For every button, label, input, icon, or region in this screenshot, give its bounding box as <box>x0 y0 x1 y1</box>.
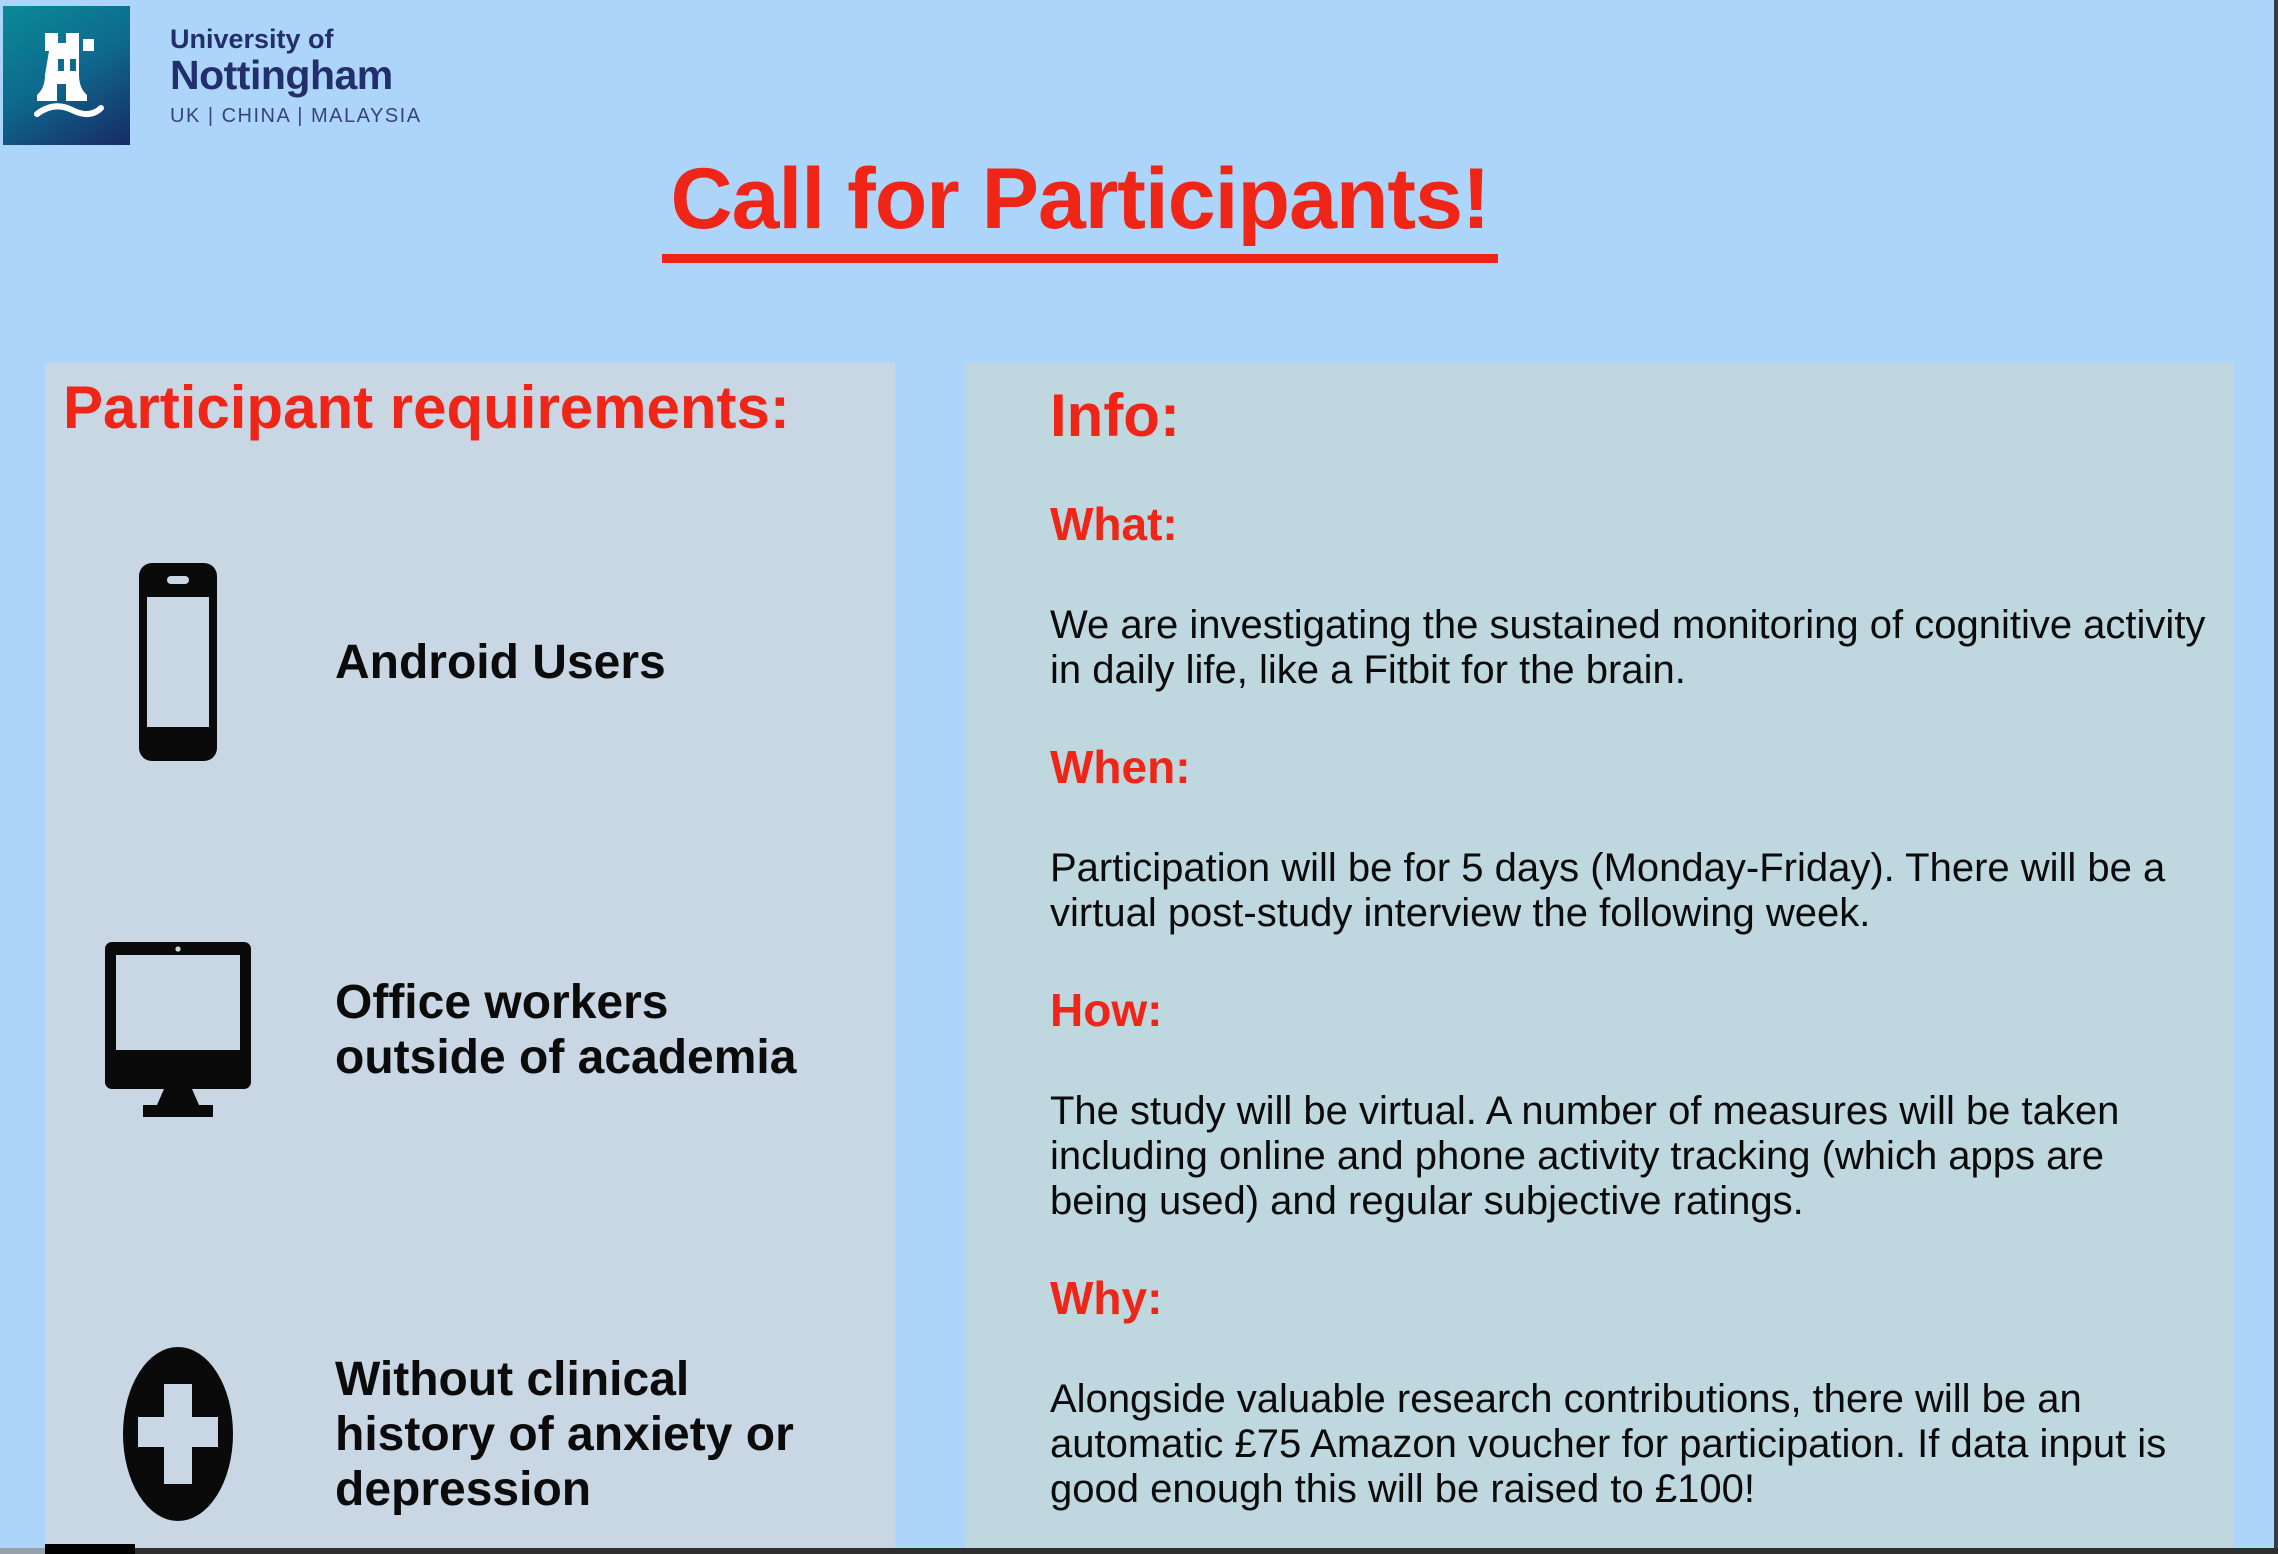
requirement-label: Office workers outside of academia <box>335 975 797 1084</box>
info-section-body-why: Alongside valuable research contributions, there will be an automatic £75 Amazon voucher for participation. If data input is good enough this will be raised to £100! <box>1050 1377 2167 1511</box>
requirement-item-office-workers <box>63 942 875 1117</box>
logo-line-nottingham: Nottingham <box>170 52 393 98</box>
requirement-label: Without clinical history of anxiety or depression <box>335 1352 794 1516</box>
smartphone-icon <box>138 562 218 762</box>
window-edge-bottom-black-segment <box>45 1544 135 1554</box>
info-section-label-how: How: <box>1050 984 1163 1036</box>
window-edge-bottom <box>0 1548 2278 1554</box>
poster-title-text: Call for Participants! <box>662 150 1497 263</box>
info-section-label-what: What: <box>1050 498 1178 550</box>
requirement-item-android <box>63 562 875 762</box>
window-edge-right <box>2274 0 2278 1554</box>
info-section-label-when: When: <box>1050 741 1191 793</box>
window-edge-bottom-gray-segment <box>0 1548 45 1554</box>
info-section-body-what: We are investigating the sustained monitoring of cognitive activity in daily life, like a Fitbit for the brain. <box>1050 603 2206 692</box>
poster-body <box>0 363 2278 1554</box>
poster-title <box>0 150 2160 263</box>
requirement-icon-cell <box>63 1347 293 1521</box>
logo-line-campuses: UK | CHINA | MALAYSIA <box>170 105 422 127</box>
info-section-body-how: The study will be virtual. A number of measures will be taken including online and phone activity tracking (which apps are being used) and regular subjective ratings. <box>1050 1089 2120 1223</box>
university-logo-crest <box>3 6 130 145</box>
requirement-icon-cell <box>63 562 293 762</box>
requirement-item-no-clinical-history <box>63 1347 875 1521</box>
university-logo-text <box>170 24 422 128</box>
desktop-monitor-icon <box>105 942 251 1117</box>
requirements-heading: Participant requirements: <box>63 374 790 441</box>
info-panel <box>965 363 2234 1554</box>
requirement-icon-cell <box>63 942 293 1117</box>
info-heading: Info: <box>1050 382 1180 449</box>
info-section-body-when: Participation will be for 5 days (Monday-Friday). There will be a virtual post-study interview the following week. <box>1050 846 2166 935</box>
nottingham-castle-icon <box>3 6 130 145</box>
logo-line-university-of: University of <box>170 24 334 54</box>
requirements-panel <box>45 363 895 1554</box>
medical-cross-icon <box>123 1347 233 1521</box>
info-section-label-why: Why: <box>1050 1272 1163 1324</box>
requirement-label: Android Users <box>335 635 666 689</box>
